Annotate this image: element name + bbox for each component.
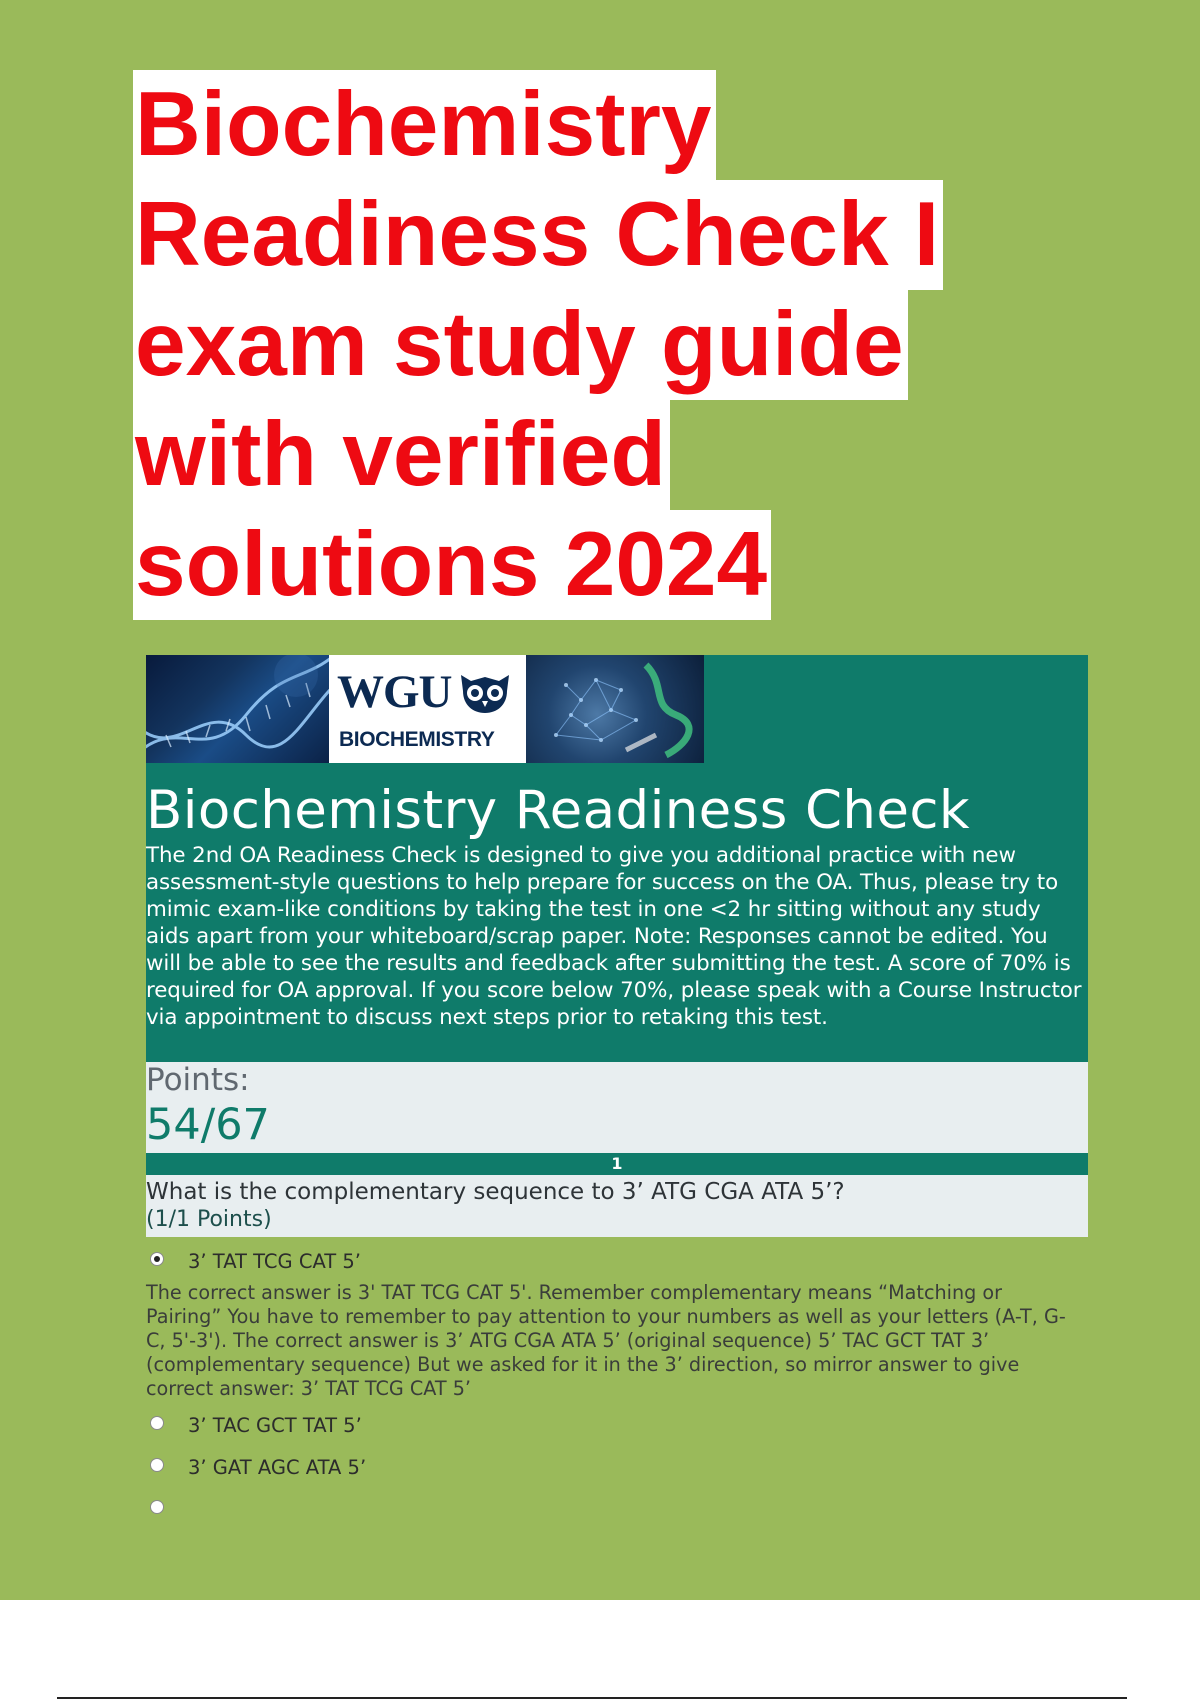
answer-option-3[interactable]: [150, 1456, 1050, 1484]
answer-option-2[interactable]: [150, 1414, 1050, 1442]
points-score: 54/67: [146, 1100, 270, 1150]
question-panel: [146, 1175, 1088, 1237]
answer-option-4[interactable]: [150, 1498, 1050, 1526]
answer-option-label: 3’ GAT AGC ATA 5’: [188, 1456, 367, 1479]
title-line: Biochemistry: [133, 70, 716, 180]
dna-helix-image: [146, 655, 329, 763]
molecular-structure-image: [526, 655, 704, 763]
title-line: Readiness Check I: [133, 180, 943, 290]
question-number-bar: 1: [146, 1153, 1088, 1175]
points-label: Points:: [146, 1062, 250, 1098]
question-text: What is the complementary sequence to 3’ ATG CGA ATA 5’?: [146, 1179, 845, 1205]
question-points: (1/1 Points): [146, 1207, 272, 1232]
radio-button[interactable]: [150, 1416, 164, 1430]
radio-button[interactable]: [150, 1500, 164, 1514]
points-panel: [146, 1062, 1088, 1153]
title-line: solutions 2024: [133, 510, 771, 620]
answer-option-1[interactable]: [150, 1250, 1050, 1278]
answer-option-label: 3’ TAC GCT TAT 5’: [188, 1414, 362, 1437]
footer-rule: [57, 1697, 1127, 1699]
radio-button[interactable]: [150, 1458, 164, 1472]
wgu-logo: [329, 655, 526, 763]
document-title: [133, 70, 943, 620]
wgu-banner: [146, 655, 1088, 763]
intro-section: [146, 763, 1088, 1062]
owl-icon: [457, 671, 513, 715]
logo-text: WGU: [337, 666, 452, 718]
answer-feedback: The correct answer is 3' TAT TCG CAT 5'. Remember complementary means “Matching or Pairing” You have to remember to pay attention to your numbers as well as your letters (A-T, G-C, 5'-3'). The correct answer is 3’ ATG CGA ATA 5’ (original sequence) 5’ TAC GCT TAT 3’ (complementary sequence) But we asked for it in the 3’ direction, so mirror answer to give correct answer: 3’ TAT TCG CAT 5’: [146, 1281, 1066, 1400]
answer-option-label: 3’ TAT TCG CAT 5’: [188, 1250, 361, 1273]
title-line: with verified: [133, 400, 670, 510]
readiness-check-heading: Biochemistry Readiness Check: [146, 780, 971, 841]
title-line: exam study guide: [133, 290, 908, 400]
logo-subtitle: BIOCHEMISTRY: [339, 728, 495, 751]
radio-button-selected[interactable]: [150, 1252, 164, 1266]
readiness-check-description: The 2nd OA Readiness Check is designed to give you additional practice with new assessment-style questions to help prepare for success on the OA. Thus, please try to mimic exam-like conditions by taking the test in one <2 hr sitting without any study aids apart from your whiteboard/scrap paper. Note: Responses cannot be edited. You will be able to see the results and feedback after submitting the test. A score of 70% is required for OA approval. If you score below 70%, please speak with a Course Instructor via appointment to discuss next steps prior to retaking this test.: [146, 843, 1082, 1030]
